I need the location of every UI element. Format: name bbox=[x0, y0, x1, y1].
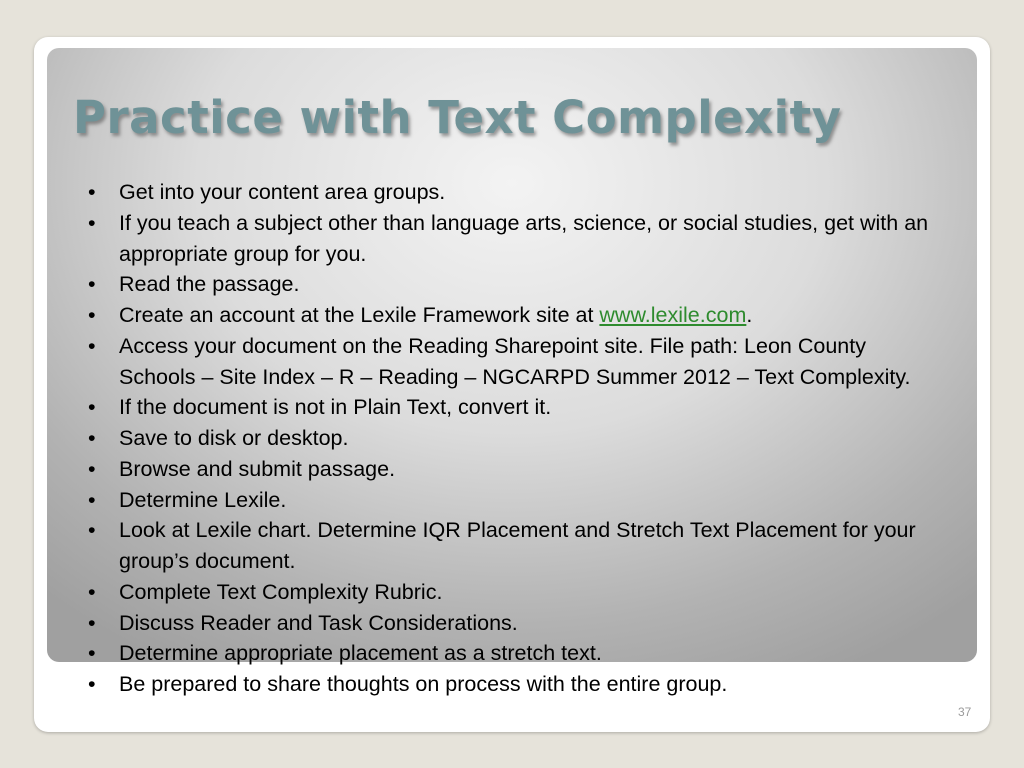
bullet-marker: • bbox=[88, 426, 96, 450]
list-item-text: If the document is not in Plain Text, convert it. bbox=[119, 395, 552, 420]
list-item-text: Discuss Reader and Task Considerations. bbox=[119, 610, 518, 635]
list-item bbox=[84, 269, 944, 300]
list-item-text: Save to disk or desktop. bbox=[119, 426, 349, 450]
list-item bbox=[84, 485, 944, 516]
lexile-link[interactable]: www.lexile.com bbox=[599, 303, 747, 327]
list-item-text: Browse and submit passage. bbox=[119, 456, 396, 481]
list-item bbox=[84, 515, 944, 577]
list-item-text: Be prepared to share thoughts on process with the entire group. bbox=[119, 672, 728, 696]
list-item-text: Complete Text Complexity Rubric. bbox=[119, 579, 443, 604]
bullet-marker: • bbox=[88, 272, 96, 297]
bullet-marker: • bbox=[88, 333, 96, 358]
bullet-marker: • bbox=[88, 487, 96, 512]
list-item-text: Get into your content area groups. bbox=[119, 180, 446, 204]
list-item-text: If you teach a subject other than language arts, science, or social studies, get with an appropriate group for you. bbox=[119, 210, 929, 266]
list-item-text: Determine appropriate placement as a stretch text. bbox=[119, 641, 602, 666]
list-item bbox=[84, 392, 944, 423]
list-item-text: Access your document on the Reading Sharepoint site. File path: Leon County Schools – Site Index – R – Reading – NGCARPD Summer 2012 – Text Complexity. bbox=[119, 333, 911, 389]
bullet-marker: • bbox=[88, 518, 96, 543]
list-item bbox=[84, 454, 944, 485]
slide-title: Practice with Text Complexity bbox=[73, 91, 842, 144]
bullet-marker: • bbox=[88, 180, 96, 204]
bullet-marker: • bbox=[88, 610, 96, 635]
list-item bbox=[84, 423, 944, 454]
list-item bbox=[84, 638, 944, 669]
list-item bbox=[84, 577, 944, 608]
list-item bbox=[84, 331, 944, 393]
list-item bbox=[84, 208, 944, 270]
list-item bbox=[84, 608, 944, 639]
bullet-marker: • bbox=[88, 579, 96, 604]
bullet-marker: • bbox=[88, 303, 96, 327]
bullet-marker: • bbox=[88, 456, 96, 481]
bullet-marker: • bbox=[88, 641, 96, 666]
list-item-text: Determine Lexile. bbox=[119, 487, 287, 512]
bullet-marker: • bbox=[88, 210, 96, 235]
bullet-marker: • bbox=[88, 395, 96, 420]
slide-number: 37 bbox=[958, 705, 972, 719]
list-item-text: Read the passage. bbox=[119, 272, 300, 297]
bullet-marker: • bbox=[88, 672, 96, 696]
list-item bbox=[84, 300, 944, 331]
list-item bbox=[84, 669, 944, 700]
bullet-list bbox=[84, 177, 944, 700]
list-item-text: Create an account at the Lexile Framework site at bbox=[119, 303, 600, 327]
list-item bbox=[84, 177, 944, 208]
list-item-text: Look at Lexile chart. Determine IQR Placement and Stretch Text Placement for your group’s document. bbox=[119, 518, 916, 573]
list-item-text-end: . bbox=[746, 303, 753, 327]
